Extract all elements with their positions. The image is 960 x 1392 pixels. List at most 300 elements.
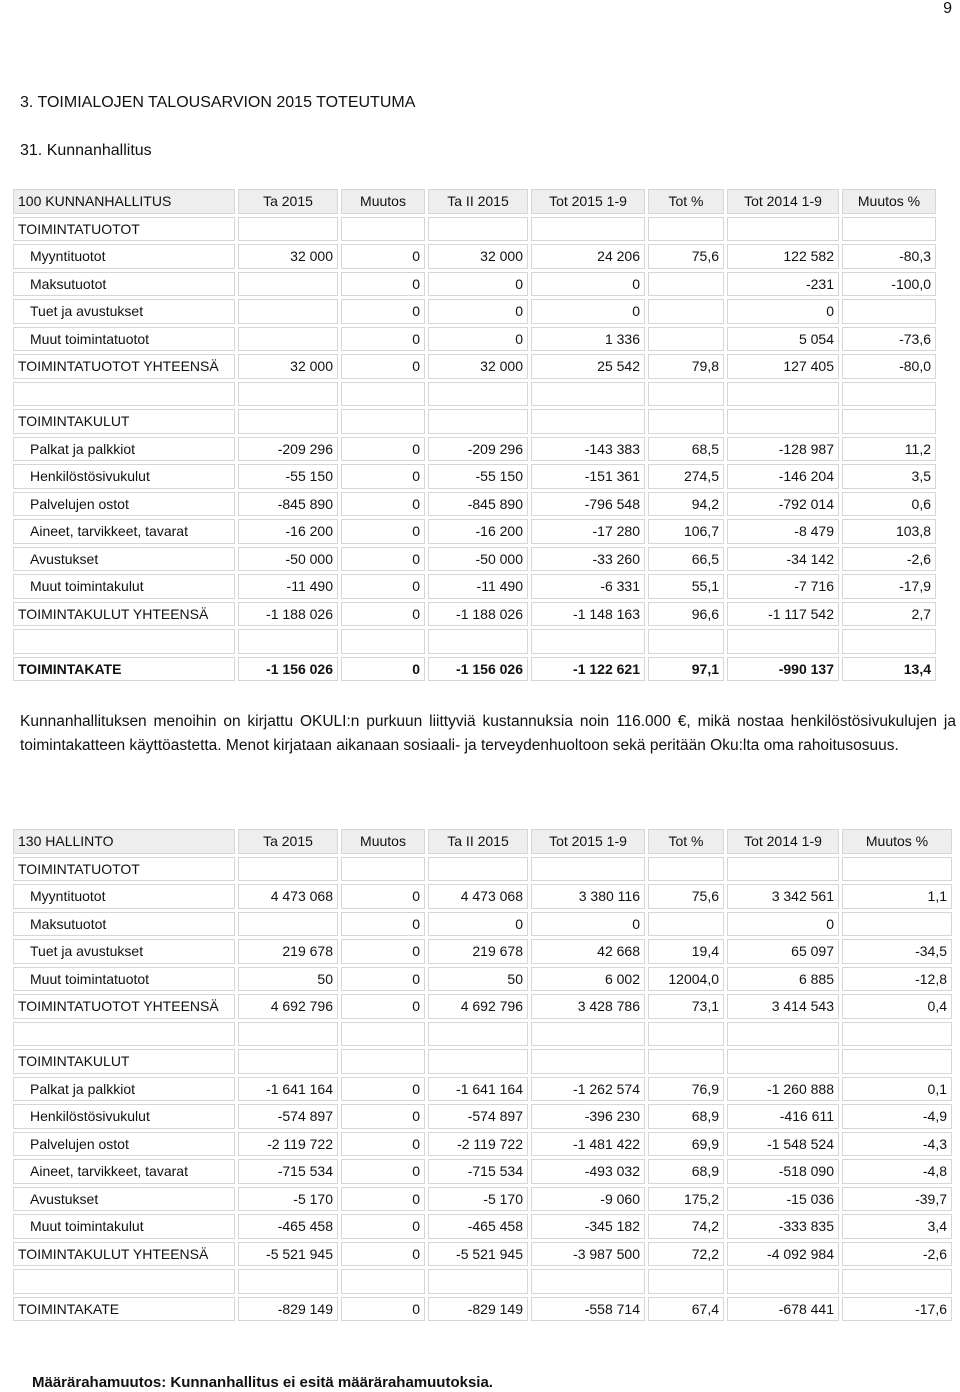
value-cell: -231 bbox=[727, 272, 839, 297]
row-label: TOIMINTAKULUT YHTEENSÄ bbox=[13, 602, 235, 627]
row-label: TOIMINTAKULUT bbox=[13, 1049, 235, 1074]
value-cell bbox=[428, 409, 528, 434]
value-cell bbox=[648, 912, 724, 937]
value-cell: -16 200 bbox=[428, 519, 528, 544]
value-cell bbox=[648, 272, 724, 297]
row-label: TOIMINTAKULUT bbox=[13, 409, 235, 434]
value-cell: 75,6 bbox=[648, 244, 724, 269]
table-title-cell: 100 KUNNANHALLITUS bbox=[13, 189, 235, 214]
table-row bbox=[13, 464, 936, 489]
value-cell: -518 090 bbox=[727, 1159, 839, 1184]
value-cell: 274,5 bbox=[648, 464, 724, 489]
row-label: Myyntituotot bbox=[13, 244, 235, 269]
row-label: TOIMINTATUOTOT bbox=[13, 217, 235, 242]
value-cell: 32 000 bbox=[428, 244, 528, 269]
value-cell: 0 bbox=[428, 912, 528, 937]
value-cell: -2 119 722 bbox=[428, 1132, 528, 1157]
value-cell: 0 bbox=[341, 519, 425, 544]
value-cell: -80,0 bbox=[842, 354, 936, 379]
value-cell bbox=[428, 217, 528, 242]
value-cell: -17 280 bbox=[531, 519, 645, 544]
value-cell bbox=[531, 1049, 645, 1074]
value-cell: -2,6 bbox=[842, 547, 936, 572]
value-cell bbox=[648, 1049, 724, 1074]
value-cell: -345 182 bbox=[531, 1214, 645, 1239]
value-cell: -1 641 164 bbox=[238, 1077, 338, 1102]
value-cell: 67,4 bbox=[648, 1297, 724, 1322]
table-row bbox=[13, 327, 936, 352]
value-cell bbox=[727, 629, 839, 654]
value-cell: 68,9 bbox=[648, 1159, 724, 1184]
column-header: Ta 2015 bbox=[238, 189, 338, 214]
value-cell: 69,9 bbox=[648, 1132, 724, 1157]
table-row bbox=[13, 519, 936, 544]
value-cell: -715 534 bbox=[238, 1159, 338, 1184]
value-cell bbox=[341, 1269, 425, 1294]
value-cell bbox=[531, 1022, 645, 1047]
value-cell bbox=[727, 1049, 839, 1074]
table-row bbox=[13, 1269, 952, 1294]
value-cell bbox=[648, 1269, 724, 1294]
value-cell bbox=[428, 382, 528, 407]
value-cell: 68,5 bbox=[648, 437, 724, 462]
value-cell: -11 490 bbox=[428, 574, 528, 599]
value-cell: -3 987 500 bbox=[531, 1242, 645, 1267]
value-cell: 219 678 bbox=[428, 939, 528, 964]
column-header: Muutos bbox=[341, 189, 425, 214]
value-cell bbox=[238, 382, 338, 407]
value-cell: 6 885 bbox=[727, 967, 839, 992]
row-label: TOIMINTATUOTOT YHTEENSÄ bbox=[13, 994, 235, 1019]
value-cell bbox=[428, 629, 528, 654]
value-cell: -4,8 bbox=[842, 1159, 952, 1184]
value-cell: 0 bbox=[341, 1159, 425, 1184]
value-cell bbox=[428, 1269, 528, 1294]
value-cell: 0 bbox=[341, 967, 425, 992]
value-cell bbox=[238, 1022, 338, 1047]
value-cell bbox=[842, 409, 936, 434]
value-cell bbox=[648, 1022, 724, 1047]
table-row bbox=[13, 299, 936, 324]
value-cell bbox=[428, 1049, 528, 1074]
value-cell: 0 bbox=[727, 912, 839, 937]
value-cell: -574 897 bbox=[238, 1104, 338, 1129]
value-cell: 3,4 bbox=[842, 1214, 952, 1239]
row-label: Palvelujen ostot bbox=[13, 1132, 235, 1157]
value-cell: -396 230 bbox=[531, 1104, 645, 1129]
table-row bbox=[13, 884, 952, 909]
value-cell: -845 890 bbox=[238, 492, 338, 517]
value-cell: 73,1 bbox=[648, 994, 724, 1019]
value-cell: -33 260 bbox=[531, 547, 645, 572]
value-cell: 4 692 796 bbox=[428, 994, 528, 1019]
value-cell: 0 bbox=[341, 1104, 425, 1129]
value-cell bbox=[531, 857, 645, 882]
value-cell: -792 014 bbox=[727, 492, 839, 517]
value-cell bbox=[727, 857, 839, 882]
row-label: Avustukset bbox=[13, 547, 235, 572]
table-row bbox=[13, 1242, 952, 1267]
value-cell: 106,7 bbox=[648, 519, 724, 544]
table-row bbox=[13, 857, 952, 882]
value-cell: 0,4 bbox=[842, 994, 952, 1019]
value-cell: -34 142 bbox=[727, 547, 839, 572]
table-row bbox=[13, 437, 936, 462]
value-cell bbox=[531, 629, 645, 654]
value-cell bbox=[648, 299, 724, 324]
table-row bbox=[13, 1022, 952, 1047]
value-cell: -17,6 bbox=[842, 1297, 952, 1322]
value-cell bbox=[341, 409, 425, 434]
value-cell bbox=[238, 272, 338, 297]
row-label: Henkilöstösivukulut bbox=[13, 1104, 235, 1129]
value-cell: -11 490 bbox=[238, 574, 338, 599]
value-cell bbox=[727, 1269, 839, 1294]
value-cell bbox=[648, 327, 724, 352]
value-cell: 5 054 bbox=[727, 327, 839, 352]
value-cell: -12,8 bbox=[842, 967, 952, 992]
subsection-title: 31. Kunnanhallitus bbox=[20, 142, 152, 159]
table-row bbox=[13, 939, 952, 964]
row-label: TOIMINTATUOTOT bbox=[13, 857, 235, 882]
value-cell: -209 296 bbox=[238, 437, 338, 462]
value-cell: 0 bbox=[341, 1214, 425, 1239]
value-cell: -465 458 bbox=[428, 1214, 528, 1239]
value-cell bbox=[842, 912, 952, 937]
value-cell: -50 000 bbox=[238, 547, 338, 572]
value-cell: 175,2 bbox=[648, 1187, 724, 1212]
value-cell bbox=[341, 382, 425, 407]
value-cell: 3 414 543 bbox=[727, 994, 839, 1019]
value-cell: -9 060 bbox=[531, 1187, 645, 1212]
value-cell: -5 521 945 bbox=[238, 1242, 338, 1267]
value-cell: 3,5 bbox=[842, 464, 936, 489]
value-cell: -416 611 bbox=[727, 1104, 839, 1129]
value-cell: 1 336 bbox=[531, 327, 645, 352]
table-row bbox=[13, 492, 936, 517]
value-cell: -493 032 bbox=[531, 1159, 645, 1184]
value-cell bbox=[238, 217, 338, 242]
value-cell: -1 117 542 bbox=[727, 602, 839, 627]
value-cell: 11,2 bbox=[842, 437, 936, 462]
value-cell bbox=[238, 857, 338, 882]
column-header: Muutos % bbox=[842, 829, 952, 854]
value-cell bbox=[648, 409, 724, 434]
value-cell: 0,6 bbox=[842, 492, 936, 517]
value-cell bbox=[727, 1022, 839, 1047]
value-cell bbox=[842, 382, 936, 407]
row-label: Muut toimintatuotot bbox=[13, 967, 235, 992]
value-cell: 12004,0 bbox=[648, 967, 724, 992]
value-cell: 4 473 068 bbox=[428, 884, 528, 909]
row-label: TOIMINTATUOTOT YHTEENSÄ bbox=[13, 354, 235, 379]
value-cell: 79,8 bbox=[648, 354, 724, 379]
value-cell bbox=[531, 409, 645, 434]
column-header: Tot 2014 1-9 bbox=[727, 189, 839, 214]
value-cell: -4,9 bbox=[842, 1104, 952, 1129]
value-cell: 4 692 796 bbox=[238, 994, 338, 1019]
table-row bbox=[13, 657, 936, 682]
value-cell: 2,7 bbox=[842, 602, 936, 627]
value-cell: 0 bbox=[531, 272, 645, 297]
value-cell: 0 bbox=[341, 492, 425, 517]
column-header: Muutos bbox=[341, 829, 425, 854]
value-cell: 94,2 bbox=[648, 492, 724, 517]
value-cell bbox=[531, 1269, 645, 1294]
value-cell: -73,6 bbox=[842, 327, 936, 352]
table-row bbox=[13, 244, 936, 269]
table-row bbox=[13, 912, 952, 937]
value-cell bbox=[842, 1049, 952, 1074]
value-cell bbox=[727, 382, 839, 407]
value-cell: -715 534 bbox=[428, 1159, 528, 1184]
value-cell: 68,9 bbox=[648, 1104, 724, 1129]
value-cell: 0 bbox=[341, 912, 425, 937]
value-cell: -7 716 bbox=[727, 574, 839, 599]
value-cell: 0 bbox=[341, 1132, 425, 1157]
value-cell bbox=[341, 629, 425, 654]
value-cell: -5 521 945 bbox=[428, 1242, 528, 1267]
value-cell: -1 548 524 bbox=[727, 1132, 839, 1157]
value-cell: 0 bbox=[341, 994, 425, 1019]
value-cell bbox=[648, 217, 724, 242]
value-cell: -151 361 bbox=[531, 464, 645, 489]
section-title: 3. TOIMIALOJEN TALOUSARVION 2015 TOTEUTUMA bbox=[20, 94, 416, 111]
value-cell bbox=[341, 857, 425, 882]
value-cell bbox=[238, 912, 338, 937]
value-cell bbox=[238, 1049, 338, 1074]
row-label: Palkat ja palkkiot bbox=[13, 1077, 235, 1102]
value-cell: -6 331 bbox=[531, 574, 645, 599]
value-cell: -990 137 bbox=[727, 657, 839, 682]
row-label: Aineet, tarvikkeet, tavarat bbox=[13, 519, 235, 544]
value-cell: -100,0 bbox=[842, 272, 936, 297]
value-cell: 32 000 bbox=[238, 244, 338, 269]
value-cell bbox=[238, 629, 338, 654]
value-cell: 76,9 bbox=[648, 1077, 724, 1102]
value-cell: -1 260 888 bbox=[727, 1077, 839, 1102]
row-label: Palkat ja palkkiot bbox=[13, 437, 235, 462]
table-row bbox=[13, 967, 952, 992]
value-cell bbox=[428, 1022, 528, 1047]
value-cell: -16 200 bbox=[238, 519, 338, 544]
row-label: TOIMINTAKATE bbox=[13, 1297, 235, 1322]
table-header-row bbox=[13, 189, 936, 214]
value-cell: -80,3 bbox=[842, 244, 936, 269]
value-cell: -1 262 574 bbox=[531, 1077, 645, 1102]
table-title-cell: 130 HALLINTO bbox=[13, 829, 235, 854]
value-cell: 97,1 bbox=[648, 657, 724, 682]
value-cell: 0 bbox=[341, 244, 425, 269]
column-header: Tot % bbox=[648, 829, 724, 854]
value-cell: -128 987 bbox=[727, 437, 839, 462]
value-cell bbox=[341, 1049, 425, 1074]
value-cell: 0,1 bbox=[842, 1077, 952, 1102]
value-cell: -39,7 bbox=[842, 1187, 952, 1212]
row-label: Avustukset bbox=[13, 1187, 235, 1212]
value-cell: -2,6 bbox=[842, 1242, 952, 1267]
value-cell bbox=[341, 217, 425, 242]
value-cell: -2 119 722 bbox=[238, 1132, 338, 1157]
value-cell: 0 bbox=[341, 657, 425, 682]
table-row bbox=[13, 217, 936, 242]
value-cell bbox=[842, 629, 936, 654]
page-number: 9 bbox=[943, 0, 952, 17]
table-row bbox=[13, 1077, 952, 1102]
value-cell: 0 bbox=[341, 327, 425, 352]
row-label bbox=[13, 629, 235, 654]
value-cell: 13,4 bbox=[842, 657, 936, 682]
table-row bbox=[13, 1132, 952, 1157]
row-label bbox=[13, 382, 235, 407]
value-cell: -146 204 bbox=[727, 464, 839, 489]
value-cell: 0 bbox=[341, 574, 425, 599]
value-cell: -34,5 bbox=[842, 939, 952, 964]
value-cell: 0 bbox=[341, 884, 425, 909]
value-cell: -15 036 bbox=[727, 1187, 839, 1212]
value-cell: -1 481 422 bbox=[531, 1132, 645, 1157]
value-cell: -1 188 026 bbox=[428, 602, 528, 627]
value-cell: -50 000 bbox=[428, 547, 528, 572]
value-cell bbox=[238, 1269, 338, 1294]
value-cell: -143 383 bbox=[531, 437, 645, 462]
value-cell: -209 296 bbox=[428, 437, 528, 462]
value-cell bbox=[842, 1022, 952, 1047]
budget-table-hallinto bbox=[10, 826, 955, 1324]
value-cell: 122 582 bbox=[727, 244, 839, 269]
column-header: Ta II 2015 bbox=[428, 189, 528, 214]
row-label: Aineet, tarvikkeet, tavarat bbox=[13, 1159, 235, 1184]
column-header: Muutos % bbox=[842, 189, 936, 214]
row-label: Henkilöstösivukulut bbox=[13, 464, 235, 489]
value-cell: 0 bbox=[428, 299, 528, 324]
value-cell: 3 342 561 bbox=[727, 884, 839, 909]
value-cell bbox=[428, 857, 528, 882]
value-cell: -845 890 bbox=[428, 492, 528, 517]
value-cell: 0 bbox=[341, 939, 425, 964]
value-cell bbox=[531, 382, 645, 407]
value-cell: 66,5 bbox=[648, 547, 724, 572]
value-cell: -678 441 bbox=[727, 1297, 839, 1322]
table-row bbox=[13, 602, 936, 627]
column-header: Tot 2015 1-9 bbox=[531, 829, 645, 854]
value-cell: 32 000 bbox=[238, 354, 338, 379]
value-cell: -5 170 bbox=[428, 1187, 528, 1212]
value-cell bbox=[648, 382, 724, 407]
value-cell bbox=[341, 1022, 425, 1047]
row-label bbox=[13, 1269, 235, 1294]
value-cell bbox=[238, 327, 338, 352]
value-cell: 0 bbox=[341, 299, 425, 324]
value-cell: 0 bbox=[341, 1187, 425, 1212]
row-label: Tuet ja avustukset bbox=[13, 299, 235, 324]
row-label: Tuet ja avustukset bbox=[13, 939, 235, 964]
table-row bbox=[13, 272, 936, 297]
value-cell: 50 bbox=[428, 967, 528, 992]
table-row bbox=[13, 574, 936, 599]
table-row bbox=[13, 547, 936, 572]
value-cell: -796 548 bbox=[531, 492, 645, 517]
value-cell bbox=[842, 217, 936, 242]
table-row bbox=[13, 409, 936, 434]
value-cell: -1 641 164 bbox=[428, 1077, 528, 1102]
value-cell: -55 150 bbox=[428, 464, 528, 489]
value-cell bbox=[238, 299, 338, 324]
table-row bbox=[13, 1049, 952, 1074]
value-cell: 103,8 bbox=[842, 519, 936, 544]
value-cell: -4,3 bbox=[842, 1132, 952, 1157]
table-row bbox=[13, 1104, 952, 1129]
value-cell: 0 bbox=[531, 299, 645, 324]
value-cell: 42 668 bbox=[531, 939, 645, 964]
value-cell: -465 458 bbox=[238, 1214, 338, 1239]
value-cell: 0 bbox=[727, 299, 839, 324]
value-cell: 32 000 bbox=[428, 354, 528, 379]
row-label: Maksutuotot bbox=[13, 272, 235, 297]
value-cell: 0 bbox=[341, 464, 425, 489]
row-label: TOIMINTAKATE bbox=[13, 657, 235, 682]
value-cell: 50 bbox=[238, 967, 338, 992]
value-cell: -55 150 bbox=[238, 464, 338, 489]
budget-note: Kunnanhallituksen menoihin on kirjattu OKULI:n purkuun liittyviä kustannuksia noin 116.000 €, mikä nostaa henkilöstösivukulujen ja toimintakatteen käyttöastetta. Menot kirjataan aikanaan sosiaali- ja terveydenhuoltoon sekä peritään Oku:lta oma rahoitusosuus. bbox=[20, 713, 956, 754]
value-cell: 0 bbox=[341, 437, 425, 462]
value-cell: 24 206 bbox=[531, 244, 645, 269]
value-cell: 0 bbox=[341, 1242, 425, 1267]
column-header: Tot % bbox=[648, 189, 724, 214]
value-cell: -1 156 026 bbox=[238, 657, 338, 682]
value-cell: -17,9 bbox=[842, 574, 936, 599]
budget-table-kunnanhallitus bbox=[10, 186, 939, 684]
value-cell: 1,1 bbox=[842, 884, 952, 909]
value-cell: 0 bbox=[428, 327, 528, 352]
column-header: Tot 2014 1-9 bbox=[727, 829, 839, 854]
value-cell: 219 678 bbox=[238, 939, 338, 964]
value-cell: 96,6 bbox=[648, 602, 724, 627]
value-cell bbox=[727, 217, 839, 242]
value-cell: -1 156 026 bbox=[428, 657, 528, 682]
row-label: Myyntituotot bbox=[13, 884, 235, 909]
table-row bbox=[13, 629, 936, 654]
row-label: Palvelujen ostot bbox=[13, 492, 235, 517]
value-cell bbox=[842, 1269, 952, 1294]
table-row bbox=[13, 1214, 952, 1239]
table-row bbox=[13, 1187, 952, 1212]
value-cell bbox=[238, 409, 338, 434]
value-cell: -574 897 bbox=[428, 1104, 528, 1129]
value-cell: 0 bbox=[341, 1297, 425, 1322]
row-label: TOIMINTAKULUT YHTEENSÄ bbox=[13, 1242, 235, 1267]
value-cell: 3 380 116 bbox=[531, 884, 645, 909]
value-cell: 4 473 068 bbox=[238, 884, 338, 909]
value-cell: 0 bbox=[341, 354, 425, 379]
value-cell: -558 714 bbox=[531, 1297, 645, 1322]
value-cell bbox=[531, 217, 645, 242]
row-label: Muut toimintakulut bbox=[13, 1214, 235, 1239]
row-label: Maksutuotot bbox=[13, 912, 235, 937]
row-label bbox=[13, 1022, 235, 1047]
value-cell: 0 bbox=[341, 1077, 425, 1102]
table-header-row bbox=[13, 829, 952, 854]
column-header: Ta 2015 bbox=[238, 829, 338, 854]
value-cell: 0 bbox=[428, 272, 528, 297]
appropriation-change-note: Määrärahamuutos: Kunnanhallitus ei esitä määrärahamuutoksia. bbox=[32, 1374, 493, 1391]
table-row bbox=[13, 1159, 952, 1184]
value-cell: 6 002 bbox=[531, 967, 645, 992]
value-cell: 0 bbox=[531, 912, 645, 937]
value-cell: -8 479 bbox=[727, 519, 839, 544]
value-cell: 0 bbox=[341, 602, 425, 627]
value-cell: 0 bbox=[341, 547, 425, 572]
